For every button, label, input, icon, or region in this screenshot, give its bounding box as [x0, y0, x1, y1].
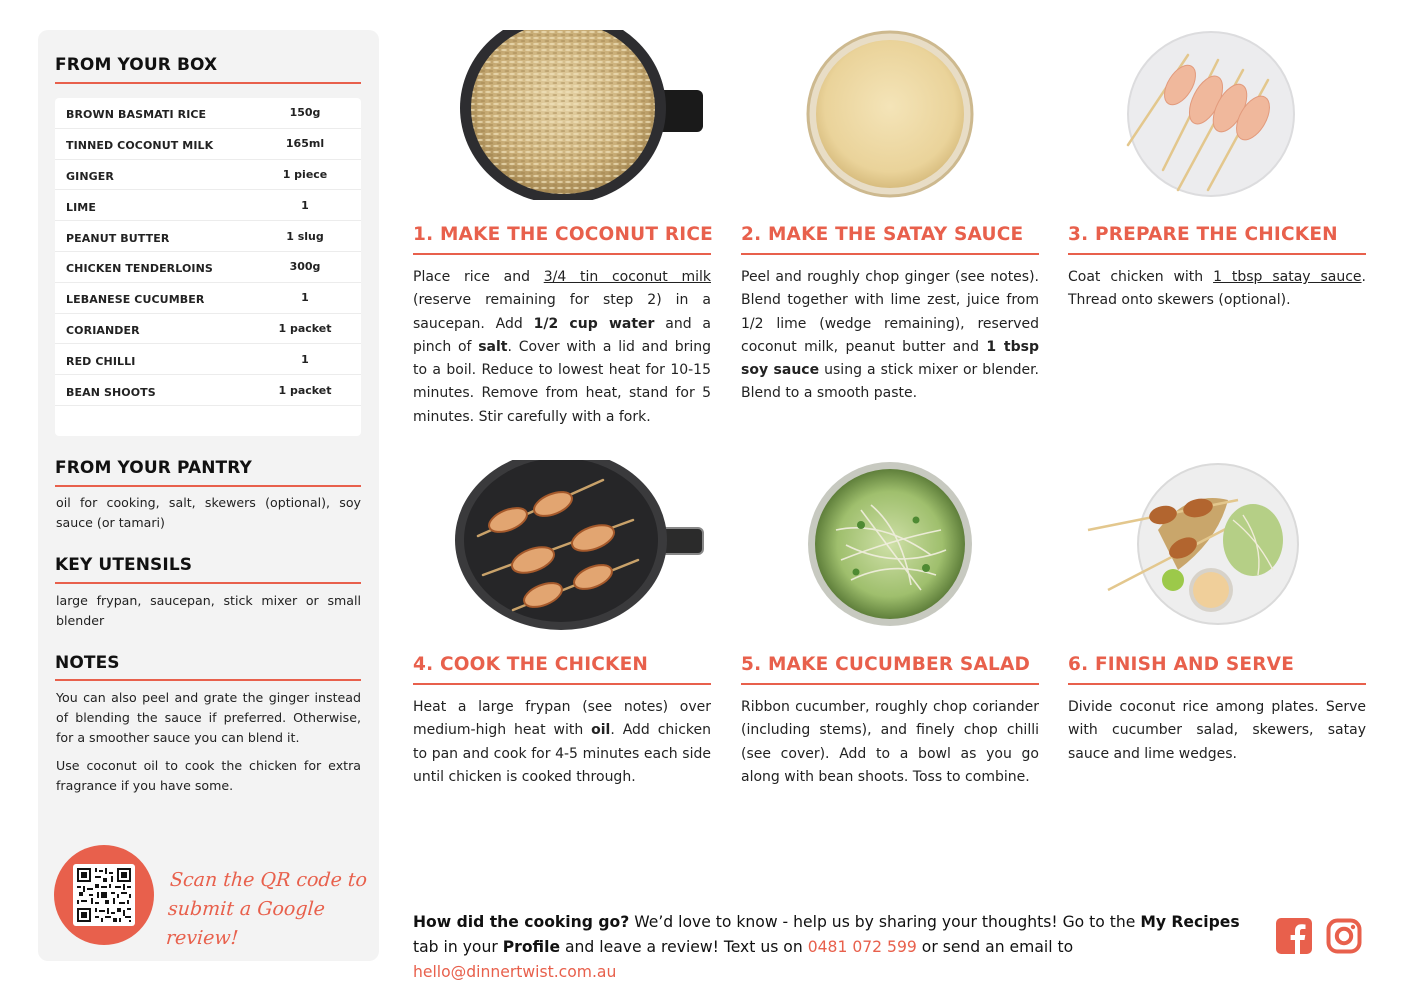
step-title: 1. MAKE THE COCONUT RICE: [413, 224, 713, 245]
ingredient-qty: 1 packet: [278, 383, 332, 397]
review-prompt: How did the cooking go? We’d love to know - help us by sharing your thoughts! Go to the My Recipes tab in your Profile and leave a review! Text us on 0481 072 599 or send an email to hello@dinnertwist.com.au: [413, 913, 1240, 981]
step-instructions: Coat chicken with 1 tbsp satay sauce. Thread onto skewers (optional).: [1068, 269, 1366, 309]
from-your-pantry-heading: FROM YOUR PANTRY: [55, 458, 252, 478]
pantry-text: oil for cooking, salt, skewers (optional), soy sauce (or tamari): [56, 495, 361, 530]
table-row: [55, 190, 361, 221]
table-row: [55, 160, 361, 191]
table-row: [55, 221, 361, 252]
table-row: [55, 283, 361, 314]
table-row: [55, 344, 361, 375]
ingredient-name: CHICKEN TENDERLOINS: [66, 262, 213, 276]
ingredient-qty: 300g: [289, 260, 321, 274]
facebook-icon[interactable]: [1276, 918, 1312, 954]
step-divider: [741, 253, 1039, 255]
qr-badge[interactable]: [54, 845, 154, 945]
notes-paragraph: Use coconut oil to cook the chicken for extra fragrance if you have some.: [56, 758, 361, 793]
qr-caption-line: submit a Google review!: [165, 898, 326, 949]
email-link[interactable]: hello@dinnertwist.com.au: [413, 963, 617, 981]
step-instructions: Place rice and 3/4 tin coconut milk (reserve remaining for step 2) in a saucepan. Add 1/2 cup water and a pinch of salt. Cover with a lid and bring to a boil. Reduce to lowest heat for 10-15 minutes. Remove from heat, stand for 5 minutes. Stir carefully with a fork.: [413, 269, 711, 425]
step-title: 2. MAKE THE SATAY SAUCE: [741, 224, 1024, 245]
qr-caption-line: Scan the QR code to: [169, 869, 368, 891]
ingredient-qty: 1 piece: [282, 167, 328, 181]
pot-of-coconut-rice: [413, 30, 711, 200]
notes-heading: NOTES: [55, 653, 120, 673]
qr-code-icon[interactable]: [73, 864, 135, 926]
ingredient-name: LIME: [66, 200, 96, 214]
step-instructions: Peel and roughly chop ginger (see notes). Blend together with lime zest, juice from 1/2 lime (wedge remaining), reserved coconut milk, peanut butter and 1 tbsp soy sauce using a stick mixer or blender. Blend to a smooth paste.: [741, 269, 1040, 402]
ingredient-qty: 165ml: [285, 137, 325, 151]
skewers-in-frypan: [413, 460, 711, 630]
ingredient-qty: 1: [301, 198, 309, 212]
step-divider: [1068, 683, 1366, 685]
table-row: [55, 98, 361, 129]
ingredient-qty: 1: [301, 291, 309, 305]
ingredients-sidebar: [38, 30, 379, 961]
ingredient-qty: 1 slug: [286, 229, 324, 243]
ingredient-name: LEBANESE CUCUMBER: [66, 293, 205, 307]
ingredient-name: BROWN BASMATI RICE: [66, 108, 207, 122]
heading-divider: [55, 679, 361, 681]
ingredients-table: [55, 98, 361, 436]
ingredient-qty: 1 packet: [278, 321, 332, 335]
utensils-text: large frypan, saucepan, stick mixer or small blender: [56, 593, 361, 628]
step-instructions: Ribbon cucumber, roughly chop coriander (including stems), and finely chop chilli (see cover). Add to a bowl as you go along with bean shoots. Toss to combine.: [741, 699, 1039, 785]
step-divider: [413, 253, 711, 255]
qr-caption: [165, 866, 371, 953]
phone-link[interactable]: 0481 072 599: [807, 938, 917, 956]
step-title: 3. PREPARE THE CHICKEN: [1068, 224, 1338, 245]
step-divider: [1068, 253, 1366, 255]
ingredient-name: GINGER: [66, 169, 114, 183]
heading-divider: [55, 82, 361, 84]
ingredient-qty: 150g: [289, 106, 321, 120]
ingredient-name: CORIANDER: [66, 323, 140, 337]
ingredient-name: TINNED COCONUT MILK: [66, 139, 214, 153]
heading-divider: [55, 485, 361, 487]
plated-satay-chicken-dinner: [1068, 460, 1366, 630]
table-row: [55, 375, 361, 406]
heading-divider: [55, 582, 361, 584]
instagram-icon[interactable]: [1326, 918, 1362, 954]
chicken-skewers-on-plate: [1068, 30, 1366, 200]
key-utensils-heading: KEY UTENSILS: [55, 555, 193, 575]
step-title: 5. MAKE CUCUMBER SALAD: [741, 654, 1031, 675]
step-instructions: Divide coconut rice among plates. Serve with cucumber salad, skewers, satay sauce and lime wedges.: [1068, 699, 1366, 762]
bowl-of-satay-sauce: [741, 30, 1039, 200]
step-divider: [413, 683, 711, 685]
step-instructions: Heat a large frypan (see notes) over medium-high heat with oil. Add chicken to pan and cook for 4-5 minutes each side until chicken is cooked through.: [413, 699, 711, 785]
ingredient-name: PEANUT BUTTER: [66, 231, 170, 245]
table-row: [55, 252, 361, 283]
step-title: 4. COOK THE CHICKEN: [413, 654, 649, 675]
bowl-of-cucumber-salad: [741, 460, 1039, 630]
ingredient-qty: 1: [301, 352, 309, 366]
step-title: 6. FINISH AND SERVE: [1068, 654, 1295, 675]
ingredient-name: RED CHILLI: [66, 354, 136, 368]
table-row: [55, 314, 361, 345]
notes-paragraph: You can also peel and grate the ginger instead of blending the sauce if preferred. Otherwise, for a smoother sauce you can blend it.: [56, 690, 361, 745]
step-divider: [741, 683, 1039, 685]
ingredient-name: BEAN SHOOTS: [66, 385, 156, 399]
table-row: [55, 129, 361, 160]
from-your-box-heading: FROM YOUR BOX: [55, 55, 218, 75]
